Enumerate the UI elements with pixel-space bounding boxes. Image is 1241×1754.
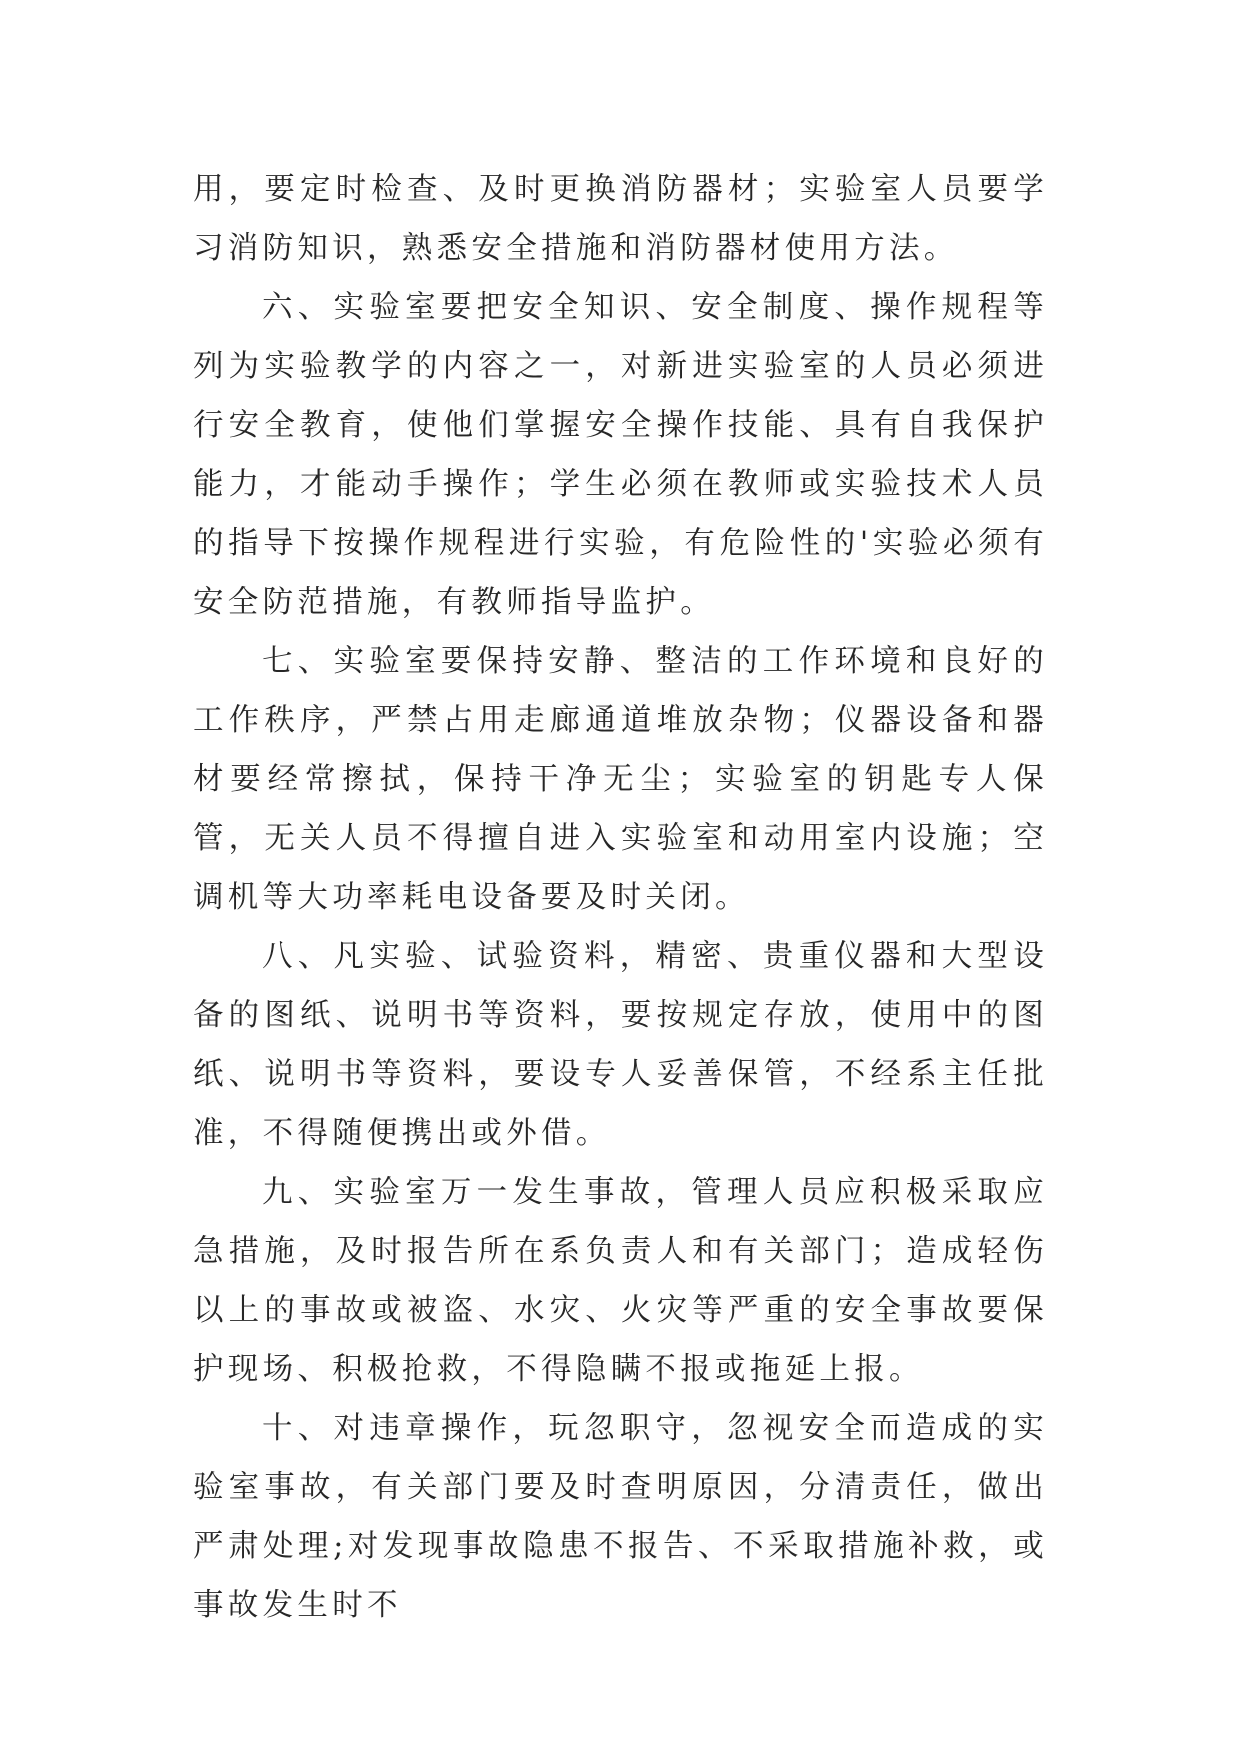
document-body xyxy=(193,160,1048,1635)
paragraph-item-10: 十、对违章操作，玩忽职守，忽视安全而造成的实验室事故，有关部门要及时查明原因，分清责任，做出严肃处理;对发现事故隐患不报告、不采取措施补救，或事故发生时不 xyxy=(193,1411,1048,1623)
paragraph-item-7: 七、实验室要保持安静、整洁的工作环境和良好的工作秩序，严禁占用走廊通道堆放杂物；仪器设备和器材要经常擦拭，保持干净无尘；实验室的钥匙专人保管，无关人员不得擅自进入实验室和动用室内设施；空调机等大功率耗电设备要及时关闭。 xyxy=(193,644,1048,915)
paragraph-continuation: 用，要定时检查、及时更换消防器材；实验室人员要学习消防知识，熟悉安全措施和消防器材使用方法。 xyxy=(193,172,1048,266)
paragraph-item-9: 九、实验室万一发生事故，管理人员应积极采取应急措施，及时报告所在系负责人和有关部门；造成轻伤以上的事故或被盗、水灾、火灾等严重的安全事故要保护现场、积极抢救，不得隐瞒不报或拖延上报。 xyxy=(193,1175,1048,1387)
paragraph-item-8: 八、凡实验、试验资料，精密、贵重仪器和大型设备的图纸、说明书等资料，要按规定存放，使用中的图纸、说明书等资料，要设专人妥善保管，不经系主任批准，不得随便携出或外借。 xyxy=(193,939,1048,1151)
paragraph-item-6: 六、实验室要把安全知识、安全制度、操作规程等列为实验教学的内容之一，对新进实验室的人员必须进行安全教育，使他们掌握安全操作技能、具有自我保护能力，才能动手操作；学生必须在教师或实验技术人员的指导下按操作规程进行实验，有危险性的'实验必须有安全防范措施，有教师指导监护。 xyxy=(193,290,1048,620)
